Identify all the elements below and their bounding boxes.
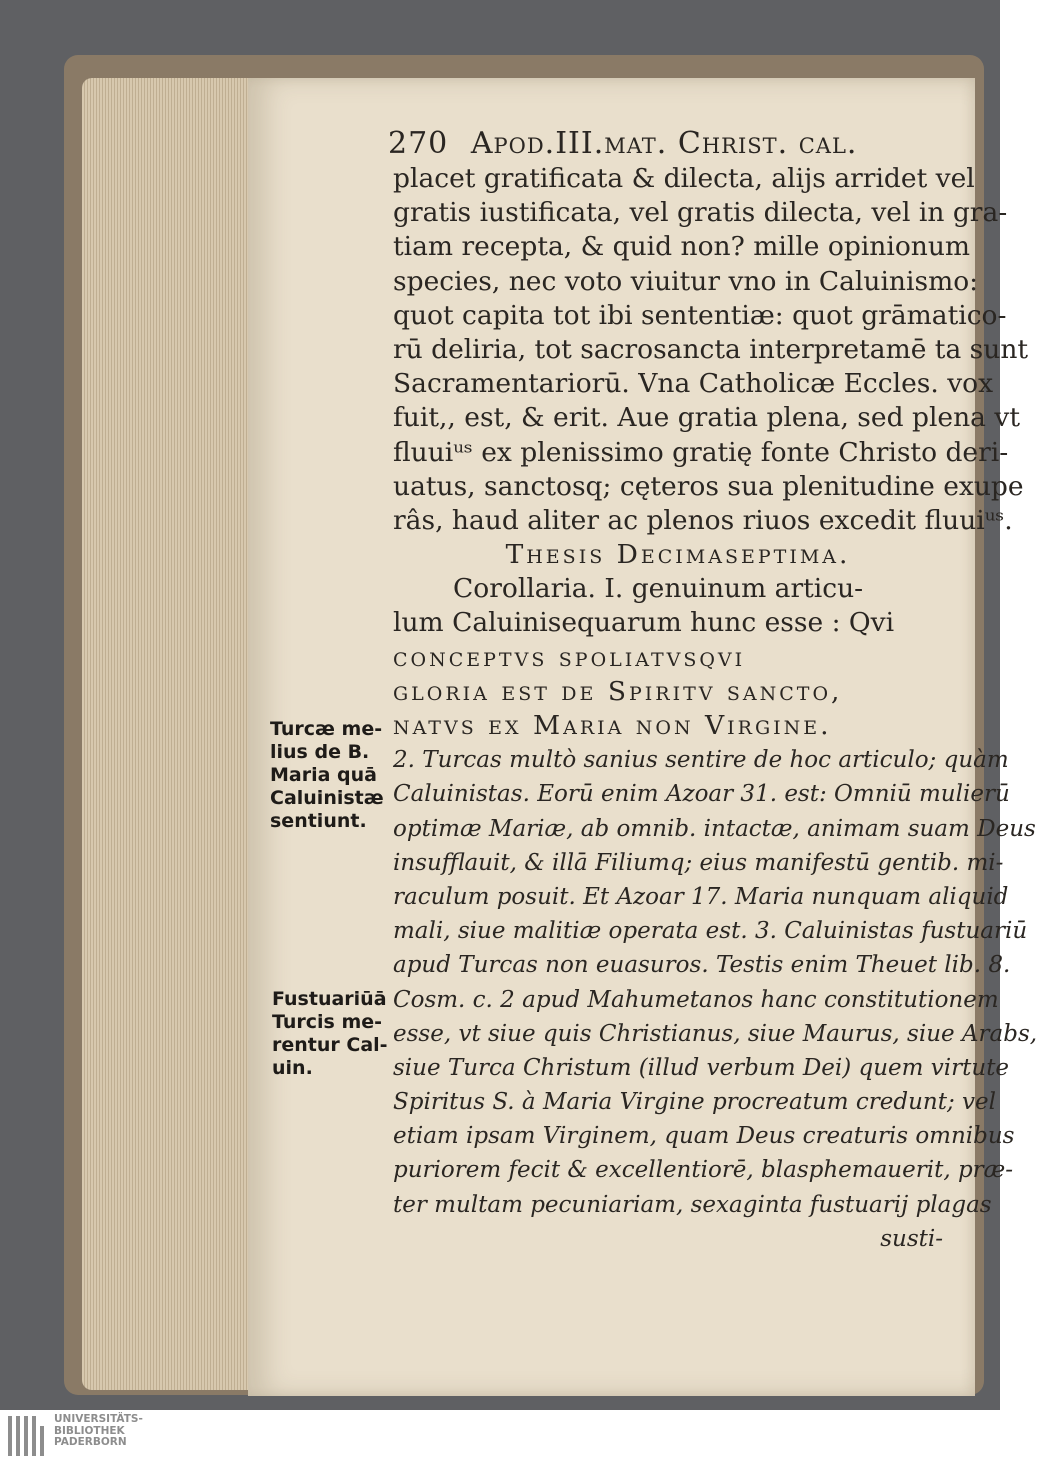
text-line: mali, siue malitiæ operata est. 3. Caluinistas fustuariū <box>393 918 1028 945</box>
margin-note-line: sentiunt. <box>270 810 367 832</box>
text-line: species, nec voto viuitur vno in Caluinismo: <box>393 265 979 297</box>
text-line: etiam ipsam Virginem, quam Deus creaturis omnibus <box>393 1123 1015 1150</box>
body-text <box>393 162 1037 1256</box>
logo-line: PADERBORN <box>54 1436 127 1448</box>
text-line: ter multam pecuniariam, sexaginta fustuarij plagas <box>393 1191 992 1218</box>
text-line: Sacramentariorū. Vna Catholicæ Eccles. vox <box>393 368 994 400</box>
text-line: puriorem fecit & excellentiorē, blasphemauerit, præ- <box>393 1157 1014 1184</box>
text-line: Spiritus S. à Maria Virgine procreatum credunt; vel <box>393 1089 996 1116</box>
margin-note-line: uin. <box>272 1057 313 1079</box>
text-line: fluuiᵘˢ ex plenissimo gratię fonte Christo deri- <box>393 436 1009 468</box>
text-line: tiam recepta, & quid non? mille opinionum <box>393 231 971 263</box>
page-header <box>388 124 948 164</box>
margin-note-line: rentur Cal- <box>272 1034 388 1056</box>
text-line: quot capita tot ibi sententiæ: quot grāmatico- <box>393 299 1007 331</box>
section-heading: Thesis Decimaseptima. <box>505 539 851 571</box>
text-line: siue Turca Christum (illud verbum Dei) quem virtute <box>393 1054 1010 1081</box>
text-line: lum Caluinisequarum hunc esse : Qvi <box>393 607 895 639</box>
text-line: Corollaria. I. genuinum articu- <box>453 573 864 605</box>
text-line: insufflauit, & illā Filiumq; eius manifestū gentib. mi- <box>393 849 1004 876</box>
catchword: susti- <box>880 1225 943 1252</box>
margin-note-turcae <box>270 718 384 833</box>
library-logo-icon <box>6 1414 46 1458</box>
margin-note-fustuarium <box>272 988 388 1080</box>
text-line: 2. Turcas multò sanius sentire de hoc articulo; quàm <box>393 747 1009 774</box>
margin-note-line: Turcis me- <box>272 1011 383 1033</box>
margin-note-line: lius de B. <box>270 741 370 763</box>
margin-note-line: Maria quā <box>270 764 377 786</box>
page-edges <box>82 78 250 1390</box>
margin-note-line: Turcæ me- <box>270 718 383 740</box>
footer-bar <box>0 1410 1000 1466</box>
text-line: placet gratificata & dilecta, alijs arridet vel <box>393 163 975 194</box>
page-number: 270 <box>388 126 449 161</box>
running-head: Apod.III.mat. Christ. cal. <box>470 126 858 161</box>
text-line: râs, haud aliter ac plenos riuos excedit fluuiᵘˢ. <box>393 504 1013 536</box>
text-line: raculum posuit. Et Azoar 17. Maria nunquam aliquid <box>393 883 1009 910</box>
text-line: Cosm. c. 2 apud Mahumetanos hanc constitutionem <box>393 986 999 1013</box>
text-line: gratis iustificata, vel gratis dilecta, vel in gra- <box>393 197 1008 229</box>
text-line: conceptvs spoliatvsqvi <box>393 641 746 673</box>
library-logo-text <box>54 1414 143 1449</box>
margin-note-line: Caluinistæ <box>270 787 384 809</box>
text-line: rū deliria, tot sacrosancta interpretamē ta sunt <box>393 333 1029 365</box>
text-line: optimæ Mariæ, ab omnib. intactæ, animam suam Deus <box>393 815 1036 842</box>
text-line: Caluinistas. Eorū enim Azoar 31. est: Omniū mulierū <box>393 781 1010 808</box>
logo-line: BIBLIOTHEK <box>54 1424 125 1437</box>
text-line: fuit,, est, & erit. Aue gratia plena, sed plena vt <box>393 402 1021 434</box>
logo-line: UNIVERSITÄTS- <box>54 1413 143 1425</box>
text-line: gloria est de Spiritv sancto, <box>393 675 843 707</box>
text-line: uatus, sanctosq; cęteros sua plenitudine exupe <box>393 470 1024 502</box>
text-line: apud Turcas non euasuros. Testis enim Theuet lib. 8. <box>393 952 1011 979</box>
text-line: natvs ex Maria non Virgine. <box>393 710 832 741</box>
margin-note-line: Fustuariūā <box>272 988 387 1010</box>
text-line: esse, vt siue quis Christianus, siue Maurus, siue Arabs, <box>393 1020 1037 1047</box>
